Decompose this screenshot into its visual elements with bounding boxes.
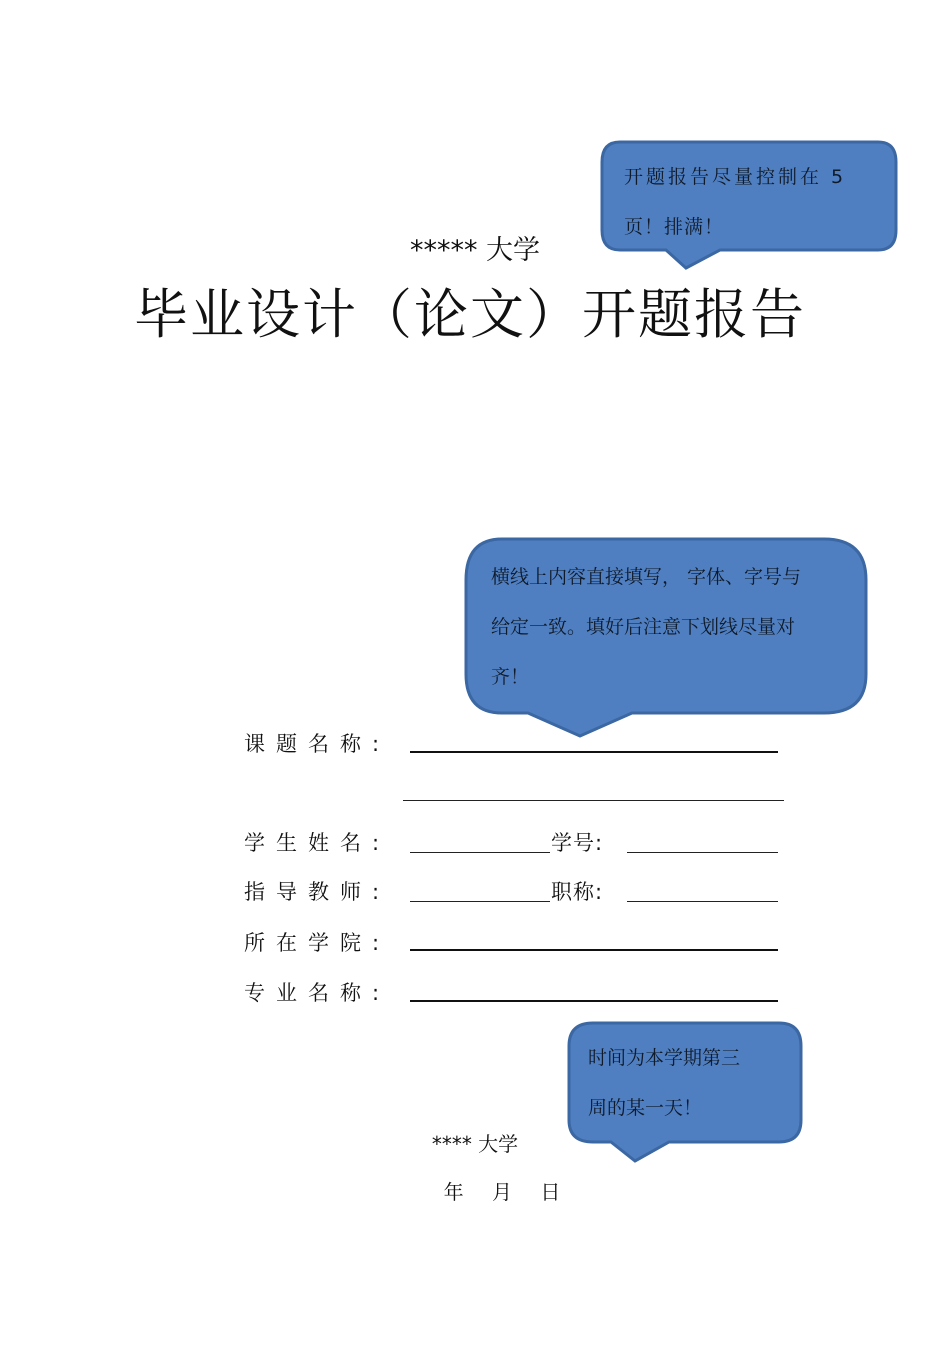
- callout-fill-line2: 给定一致。填好后注意下划线尽量对: [491, 616, 796, 638]
- student-name-label: 学生姓名:: [244, 831, 391, 855]
- school-field[interactable]: [410, 949, 778, 951]
- student-id-label: 学号:: [551, 831, 604, 855]
- advisor-label: 指导教师:: [244, 880, 391, 904]
- topic-field-line2[interactable]: [403, 800, 784, 801]
- page-title: 毕业设计（论文）开题报告: [134, 283, 806, 346]
- footer-date: 年 月 日: [443, 1180, 561, 1204]
- topic-field[interactable]: [410, 751, 778, 753]
- title-rank-label: 职称:: [551, 880, 604, 904]
- callout-date-line1: 时间为本学期第三: [588, 1047, 741, 1069]
- title-rank-field[interactable]: [627, 901, 778, 902]
- major-field[interactable]: [410, 1000, 778, 1002]
- callout-fill-line3: 齐！: [491, 666, 530, 688]
- callout-fill-line1: 横线上内容直接填写， 字体、字号与: [491, 566, 802, 588]
- callout-page-limit-line1: 开题报告尽量控制在 5: [624, 166, 847, 188]
- callout-page-limit-line2: 页！排满！: [624, 216, 725, 238]
- university-name: ***** 大学: [409, 235, 541, 266]
- topic-label: 课题名称:: [244, 732, 391, 756]
- callout-date-line2: 周的某一天！: [588, 1097, 703, 1119]
- footer-university: **** 大学: [431, 1132, 519, 1156]
- school-label: 所在学院:: [244, 931, 391, 955]
- student-name-field[interactable]: [410, 852, 550, 853]
- advisor-field[interactable]: [410, 901, 550, 902]
- major-label: 专业名称:: [244, 981, 391, 1005]
- student-id-field[interactable]: [627, 852, 778, 853]
